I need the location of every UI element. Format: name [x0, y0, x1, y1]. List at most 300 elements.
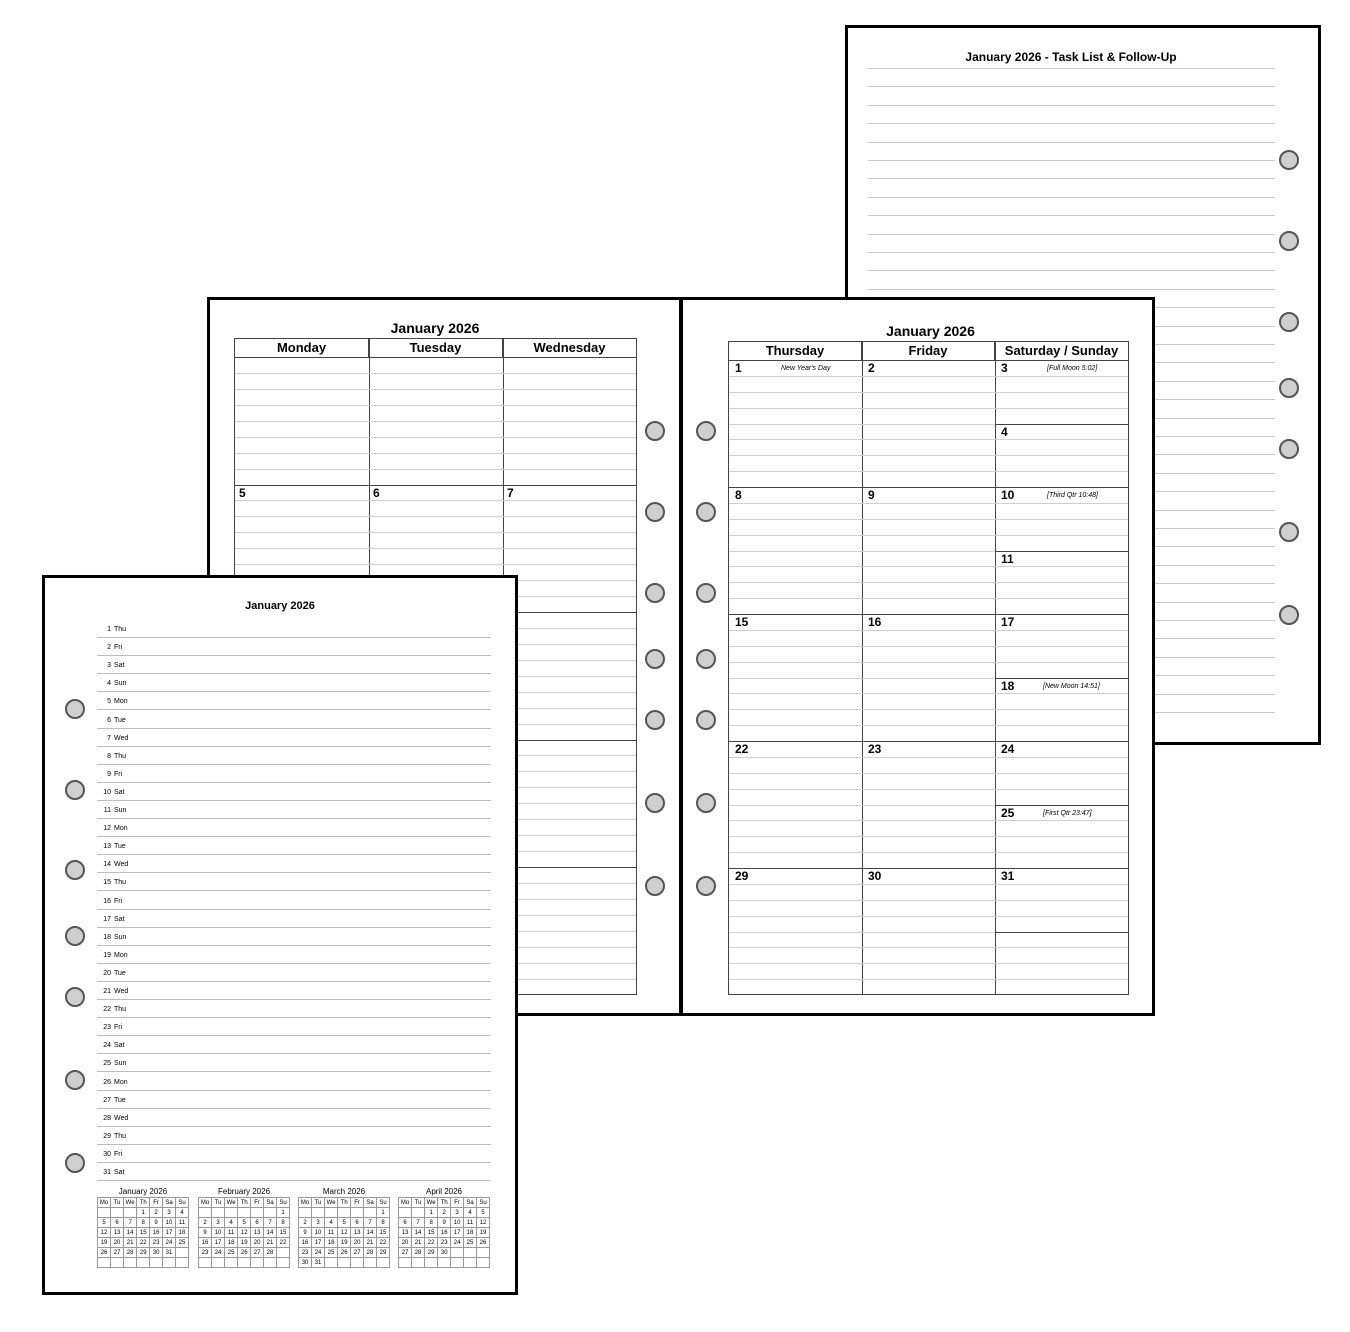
date-cell: 27 — [111, 1248, 124, 1258]
date-cell: 30 — [150, 1248, 163, 1258]
date-cell — [264, 1258, 277, 1268]
day-number: 3 — [107, 662, 111, 670]
header-divider — [729, 360, 1128, 361]
date-cell: 23 — [150, 1238, 163, 1248]
date-cell: 16 — [150, 1228, 163, 1238]
binder-hole — [696, 649, 716, 669]
ruled-line — [868, 86, 1275, 87]
date-cell: 16 — [299, 1238, 312, 1248]
ruled-line — [235, 564, 636, 565]
date-cell: 24 — [451, 1238, 464, 1248]
day-number: 24 — [1001, 742, 1015, 756]
weekend-divider — [995, 551, 1128, 552]
header-divider — [235, 357, 636, 358]
day-row — [97, 1127, 491, 1145]
mini-calendar-grid — [298, 1197, 390, 1268]
date-cell — [199, 1208, 212, 1218]
date-cell: 17 — [212, 1238, 225, 1248]
date-cell: 19 — [98, 1238, 111, 1248]
ruled-line — [729, 662, 1128, 663]
column-header-weekend: Saturday / Sunday — [1004, 343, 1119, 358]
date-cell: 17 — [312, 1238, 325, 1248]
date-cell: 28 — [124, 1248, 137, 1258]
date-cell — [264, 1208, 277, 1218]
daily-list-page — [42, 575, 518, 1295]
day-row — [97, 855, 491, 873]
date-cell — [150, 1258, 163, 1268]
binder-hole — [65, 780, 85, 800]
date-cell — [464, 1258, 477, 1268]
date-cell — [175, 1258, 188, 1268]
weekday: Mon — [114, 825, 128, 833]
binder-hole — [696, 502, 716, 522]
day-number: 26 — [103, 1078, 111, 1086]
moon-note: [First Qtr 23:47] — [1043, 809, 1092, 817]
day-number: 20 — [103, 969, 111, 977]
day-row — [97, 910, 491, 928]
binder-hole — [645, 710, 665, 730]
column-header-wednesday: Wednesday — [533, 340, 606, 355]
column-header-monday: Monday — [235, 339, 369, 357]
week-row — [98, 1208, 189, 1218]
date-cell: 6 — [351, 1218, 364, 1228]
date-cell: 6 — [111, 1218, 124, 1228]
moon-note: [New Moon 14:51] — [1043, 682, 1100, 690]
date-cell: 24 — [312, 1248, 325, 1258]
date-cell — [175, 1248, 188, 1258]
weekday-header-row — [98, 1198, 189, 1208]
date-cell: 5 — [476, 1208, 489, 1218]
day-row — [97, 674, 491, 692]
day-number: 17 — [103, 915, 111, 923]
mini-calendar-grid — [198, 1197, 290, 1268]
ruled-line — [729, 582, 1128, 583]
day-number: 30 — [868, 869, 882, 883]
weekday: Thu — [114, 1132, 127, 1140]
date-cell: 19 — [238, 1238, 251, 1248]
ruled-line — [235, 532, 636, 533]
day-number: 2 — [107, 644, 111, 652]
week-row — [199, 1248, 290, 1258]
weekday: Fri — [114, 770, 123, 778]
weekday-header: Mo — [399, 1198, 412, 1208]
day-row — [97, 964, 491, 982]
date-cell: 14 — [364, 1228, 377, 1238]
day-row — [97, 801, 491, 819]
date-cell: 22 — [137, 1238, 150, 1248]
day-row — [97, 692, 491, 710]
ruled-line — [868, 142, 1275, 143]
binder-hole — [645, 502, 665, 522]
week-row — [299, 1208, 390, 1218]
date-cell: 22 — [425, 1238, 438, 1248]
date-cell — [399, 1258, 412, 1268]
day-number: 16 — [868, 615, 882, 629]
date-cell: 7 — [124, 1218, 137, 1228]
day-row — [97, 1000, 491, 1018]
ruled-line — [729, 979, 1128, 980]
weekday: Mon — [114, 1078, 128, 1086]
date-cell: 14 — [264, 1228, 277, 1238]
ruled-line — [729, 503, 1128, 504]
binder-hole — [1279, 312, 1299, 332]
date-cell: 2 — [299, 1218, 312, 1228]
weekday: Sat — [114, 788, 125, 796]
weekday: Sun — [114, 807, 127, 814]
day-row — [97, 656, 491, 674]
date-cell: 11 — [325, 1228, 338, 1238]
weekday-header: We — [325, 1198, 338, 1208]
day-number: 16 — [103, 897, 111, 905]
weekday: Thu — [114, 752, 127, 760]
ruled-line — [729, 630, 1128, 631]
week-row — [299, 1258, 390, 1268]
ruled-line — [868, 123, 1275, 124]
day-row — [97, 892, 491, 910]
date-cell: 24 — [163, 1238, 176, 1248]
binder-hole — [645, 876, 665, 896]
ruled-line — [729, 598, 1128, 599]
weekday-header: Tu — [111, 1198, 124, 1208]
day-number: 31 — [103, 1169, 111, 1176]
binder-hole — [65, 926, 85, 946]
date-cell: 9 — [199, 1228, 212, 1238]
week-divider — [729, 868, 1128, 869]
date-cell — [137, 1258, 150, 1268]
date-cell: 30 — [438, 1248, 451, 1258]
week-row — [98, 1238, 189, 1248]
weekday: Sun — [114, 1060, 127, 1068]
weekday-header: Fr — [451, 1198, 464, 1208]
date-cell — [111, 1208, 124, 1218]
date-cell: 5 — [98, 1218, 111, 1228]
ruled-line — [729, 376, 1128, 377]
weekday: Wed — [114, 861, 129, 869]
ruled-line — [729, 646, 1128, 647]
date-cell: 20 — [111, 1238, 124, 1248]
binder-hole — [696, 421, 716, 441]
date-cell: 28 — [364, 1248, 377, 1258]
date-cell: 13 — [351, 1228, 364, 1238]
date-cell: 12 — [238, 1228, 251, 1238]
weekday: Mon — [114, 698, 128, 706]
date-cell: 28 — [412, 1248, 425, 1258]
weekday-header: Mo — [199, 1198, 212, 1208]
week-row — [399, 1218, 490, 1228]
date-cell — [312, 1208, 325, 1218]
binder-hole — [1279, 378, 1299, 398]
date-cell — [364, 1258, 377, 1268]
date-cell: 2 — [199, 1218, 212, 1228]
ruled-line — [868, 197, 1275, 198]
ruled-line — [729, 852, 1128, 853]
day-number: 19 — [103, 951, 111, 959]
date-cell: 20 — [351, 1238, 364, 1248]
date-cell: 26 — [238, 1248, 251, 1258]
date-cell — [225, 1208, 238, 1218]
mini-calendar — [398, 1186, 490, 1268]
date-cell: 13 — [399, 1228, 412, 1238]
date-cell — [351, 1258, 364, 1268]
day-number: 22 — [735, 742, 749, 756]
day-number: 10 — [103, 788, 111, 796]
mini-calendar-title: March 2026 — [322, 1187, 366, 1196]
weekday: Thu — [114, 879, 127, 887]
day-number: 6 — [107, 716, 111, 724]
weekday: Fri — [114, 1024, 123, 1032]
date-cell: 15 — [425, 1228, 438, 1238]
ruled-line — [729, 693, 1128, 694]
ruled-line — [868, 215, 1275, 216]
date-cell: 7 — [364, 1218, 377, 1228]
weekend-divider — [995, 932, 1128, 933]
day-number: 24 — [103, 1042, 111, 1050]
weekday: Sat — [114, 1169, 125, 1176]
weekday-header-row — [299, 1198, 390, 1208]
weekend-divider — [995, 424, 1128, 425]
weekday-header-row — [399, 1198, 490, 1208]
weekday-header: Fr — [351, 1198, 364, 1208]
date-cell: 10 — [163, 1218, 176, 1228]
week-row — [199, 1218, 290, 1228]
day-number: 13 — [103, 843, 111, 851]
weekday: Fri — [114, 897, 123, 905]
date-cell: 3 — [212, 1218, 225, 1228]
week-row — [299, 1218, 390, 1228]
ruled-line — [729, 916, 1128, 917]
day-row — [97, 1109, 491, 1127]
date-cell: 4 — [464, 1208, 477, 1218]
week-row — [399, 1248, 490, 1258]
ruled-line — [235, 516, 636, 517]
binder-hole — [1279, 605, 1299, 625]
day-number: 9 — [107, 770, 111, 778]
mini-calendar-title: February 2026 — [217, 1187, 271, 1196]
day-number: 4 — [107, 680, 111, 688]
day-number: 7 — [507, 485, 514, 500]
date-cell — [438, 1258, 451, 1268]
date-cell: 12 — [338, 1228, 351, 1238]
day-number: 3 — [1001, 361, 1008, 375]
day-number: 11 — [1001, 551, 1014, 566]
day-row — [97, 982, 491, 1000]
ruled-line — [729, 947, 1128, 948]
date-cell — [225, 1258, 238, 1268]
ruled-line — [729, 439, 1128, 440]
column-header-tuesday: Tuesday — [369, 339, 503, 357]
ruled-line — [868, 160, 1275, 161]
binder-hole — [65, 860, 85, 880]
weekday: Wed — [114, 1114, 129, 1122]
ruled-line — [729, 836, 1128, 837]
moon-note: [Full Moon 5:02] — [1047, 365, 1098, 372]
weekday-header: Mo — [98, 1198, 111, 1208]
weekday-header: We — [425, 1198, 438, 1208]
date-cell: 13 — [251, 1228, 264, 1238]
ruled-line — [729, 725, 1128, 726]
date-cell: 1 — [137, 1208, 150, 1218]
mini-calendar — [298, 1186, 390, 1268]
mini-calendar — [198, 1186, 290, 1268]
date-cell: 7 — [264, 1218, 277, 1228]
day-number: 6 — [373, 485, 380, 500]
weekday-header: Sa — [264, 1198, 277, 1208]
date-cell: 17 — [451, 1228, 464, 1238]
week-row — [98, 1218, 189, 1228]
week-row — [299, 1238, 390, 1248]
ruled-line — [235, 421, 636, 422]
week-row — [399, 1258, 490, 1268]
weekday-header: Th — [238, 1198, 251, 1208]
day-number: 25 — [1001, 805, 1015, 820]
date-cell: 1 — [425, 1208, 438, 1218]
date-cell — [412, 1258, 425, 1268]
day-number: 9 — [868, 488, 875, 502]
date-cell: 14 — [412, 1228, 425, 1238]
date-cell: 7 — [412, 1218, 425, 1228]
column-header-thursday: Thursday — [729, 342, 862, 360]
date-cell: 26 — [338, 1248, 351, 1258]
date-cell: 10 — [212, 1228, 225, 1238]
date-cell — [238, 1258, 251, 1268]
day-row — [97, 747, 491, 765]
binder-hole — [1279, 150, 1299, 170]
day-number: 29 — [103, 1132, 111, 1140]
day-number: 14 — [103, 861, 111, 869]
date-cell: 1 — [276, 1208, 289, 1218]
mini-calendar-title: January 2026 — [118, 1187, 168, 1196]
day-number: 23 — [103, 1024, 111, 1032]
mini-calendar-grid — [398, 1197, 490, 1268]
ruled-line — [235, 437, 636, 438]
date-cell: 9 — [299, 1228, 312, 1238]
week-row — [399, 1238, 490, 1248]
day-number: 21 — [103, 988, 111, 995]
day-row — [97, 1036, 491, 1054]
date-cell — [111, 1258, 124, 1268]
task-list-title: January 2026 - Task List & Follow-Up — [965, 50, 1177, 64]
weekday-header: Tu — [212, 1198, 225, 1208]
monthly-right-page — [680, 297, 1155, 1016]
ruled-line — [729, 709, 1128, 710]
date-cell: 14 — [124, 1228, 137, 1238]
week-row — [399, 1208, 490, 1218]
date-cell: 26 — [98, 1248, 111, 1258]
day-number: 4 — [1001, 424, 1008, 439]
date-cell: 25 — [325, 1248, 338, 1258]
binder-hole — [1279, 522, 1299, 542]
weekday: Sat — [114, 1042, 125, 1050]
date-cell: 20 — [399, 1238, 412, 1248]
date-cell: 23 — [438, 1238, 451, 1248]
weekday: Sat — [114, 915, 125, 923]
week-row — [199, 1208, 290, 1218]
day-row — [97, 1163, 491, 1181]
day-row — [97, 1018, 491, 1036]
date-cell: 21 — [124, 1238, 137, 1248]
ruled-line — [729, 519, 1128, 520]
weekday: Thu — [114, 626, 127, 633]
mini-calendar-grid — [97, 1197, 189, 1268]
weekday-header: Su — [276, 1198, 289, 1208]
ruled-line — [729, 408, 1128, 409]
date-cell: 10 — [312, 1228, 325, 1238]
date-cell: 15 — [137, 1228, 150, 1238]
binder-hole — [696, 710, 716, 730]
date-cell: 3 — [451, 1208, 464, 1218]
week-row — [199, 1238, 290, 1248]
holiday-note: New Year's Day — [781, 365, 831, 372]
weekend-divider — [995, 805, 1128, 806]
date-cell: 18 — [464, 1228, 477, 1238]
weekday: Tue — [114, 843, 126, 851]
weekday-header: Th — [338, 1198, 351, 1208]
date-cell — [425, 1258, 438, 1268]
date-cell — [98, 1208, 111, 1218]
ruled-line — [235, 373, 636, 374]
date-cell — [212, 1258, 225, 1268]
ruled-line — [729, 392, 1128, 393]
date-cell — [376, 1258, 389, 1268]
ruled-line — [235, 405, 636, 406]
date-cell — [338, 1208, 351, 1218]
day-number: 12 — [103, 825, 111, 833]
date-cell: 21 — [364, 1238, 377, 1248]
date-cell — [276, 1258, 289, 1268]
date-cell: 21 — [412, 1238, 425, 1248]
weekday: Wed — [114, 988, 129, 995]
date-cell: 5 — [238, 1218, 251, 1228]
weekday-header: Sa — [163, 1198, 176, 1208]
date-cell: 4 — [225, 1218, 238, 1228]
week-row — [299, 1228, 390, 1238]
weekday-header: We — [124, 1198, 137, 1208]
date-cell: 29 — [376, 1248, 389, 1258]
ruled-line — [729, 757, 1128, 758]
date-cell — [476, 1248, 489, 1258]
column-header-friday: Friday — [862, 342, 995, 360]
date-cell: 25 — [175, 1238, 188, 1248]
binder-hole — [696, 583, 716, 603]
day-number: 8 — [735, 488, 742, 502]
date-cell — [276, 1248, 289, 1258]
date-cell: 15 — [376, 1228, 389, 1238]
binder-hole — [1279, 231, 1299, 251]
ruled-line — [868, 252, 1275, 253]
date-cell — [124, 1208, 137, 1218]
date-cell: 27 — [251, 1248, 264, 1258]
ruled-line — [729, 773, 1128, 774]
date-cell — [476, 1258, 489, 1268]
date-cell: 30 — [299, 1258, 312, 1268]
day-number: 25 — [103, 1060, 111, 1068]
date-cell: 8 — [376, 1218, 389, 1228]
week-row — [399, 1228, 490, 1238]
day-number: 8 — [107, 752, 111, 760]
date-cell — [299, 1208, 312, 1218]
day-number: 5 — [239, 485, 246, 500]
moon-note: [Third Qtr 10:48] — [1047, 492, 1098, 499]
ruled-line — [729, 963, 1128, 964]
day-number: 18 — [1001, 678, 1015, 693]
date-cell: 11 — [464, 1218, 477, 1228]
day-number: 10 — [1001, 488, 1015, 502]
binder-hole — [65, 699, 85, 719]
weekend-divider — [995, 678, 1128, 679]
date-cell: 3 — [312, 1218, 325, 1228]
ruled-line — [729, 471, 1128, 472]
binder-hole — [645, 649, 665, 669]
